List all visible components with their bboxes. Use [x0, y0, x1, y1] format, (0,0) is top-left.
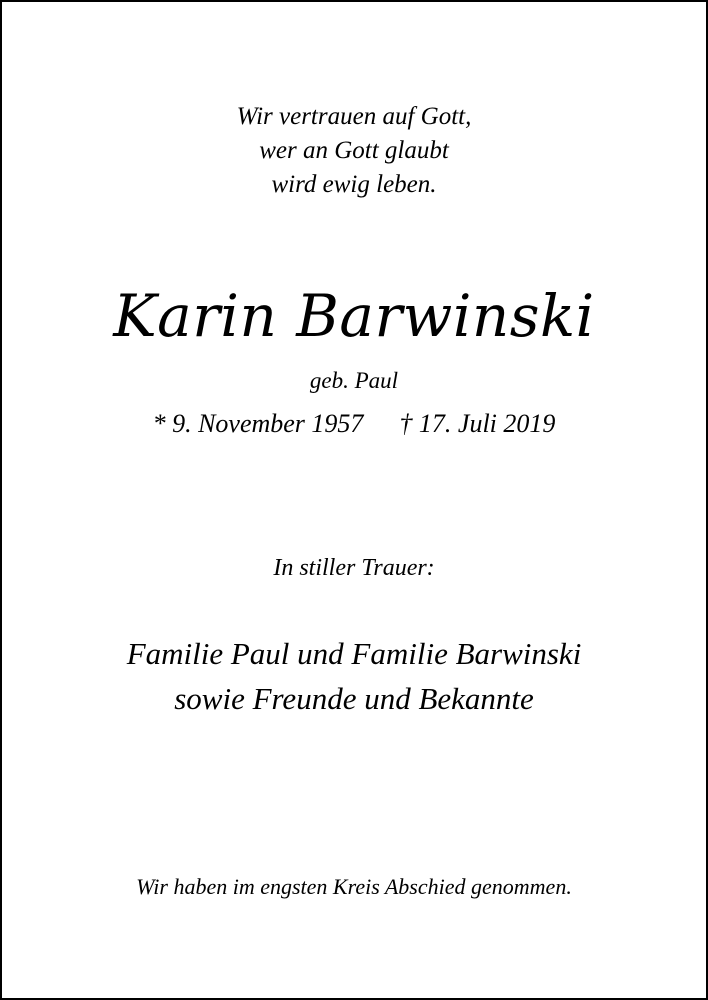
mourning-intro: In stiller Trauer: [273, 555, 435, 581]
life-dates [0, 408, 708, 440]
birth-date: * 9. November 1957 [152, 409, 364, 438]
mourners-line-1: Familie Paul und Familie Barwinski [126, 636, 582, 671]
verse-line-1: Wir vertrauen auf Gott, [236, 103, 472, 130]
mourners-line-2: sowie Freunde und Bekannte [174, 681, 534, 716]
birth-name: geb. Paul [309, 368, 399, 393]
deceased-name: Karin Barwinski [113, 282, 595, 350]
farewell-note: Wir haben im engsten Kreis Abschied genommen. [136, 874, 572, 899]
verse-line-2: wer an Gott glaubt [259, 137, 449, 164]
death-date: † 17. Juli 2019 [399, 409, 556, 438]
verse-line-3: wird ewig leben. [271, 171, 437, 198]
